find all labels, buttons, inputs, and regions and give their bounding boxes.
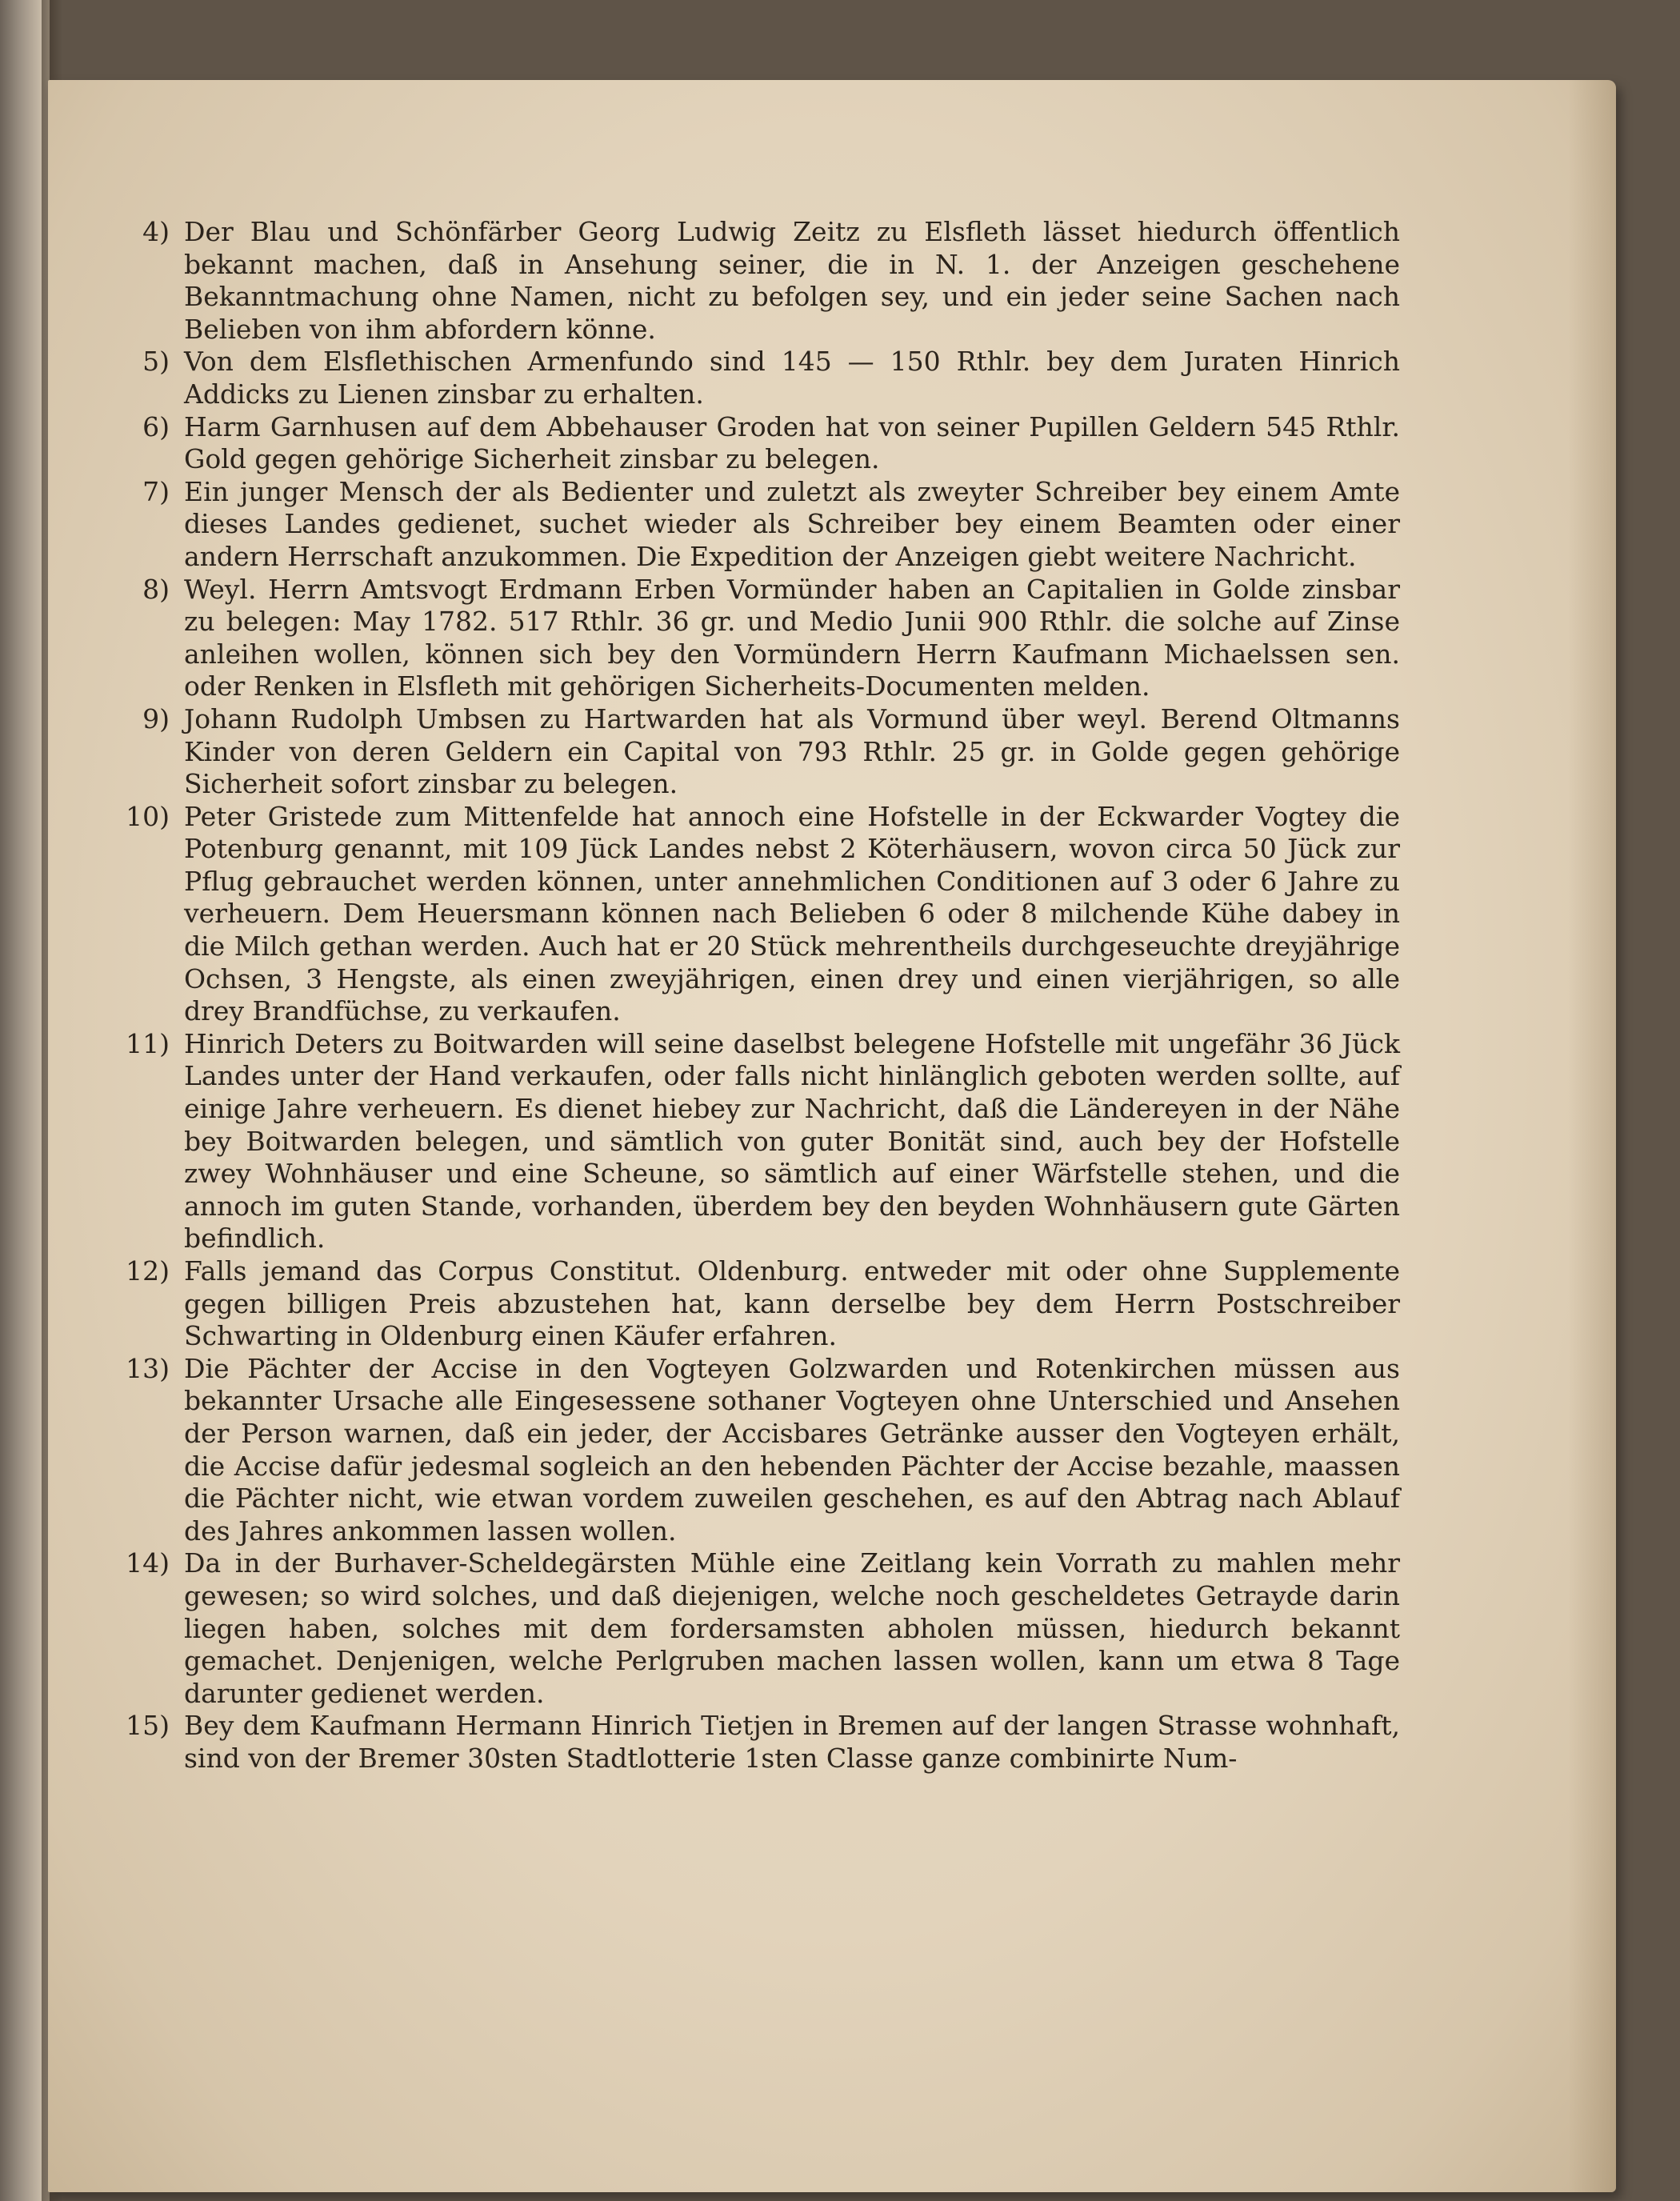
entry-7 — [142, 475, 1400, 574]
entry-number: 14) — [126, 1547, 170, 1579]
entry-text: Falls jemand das Corpus Constitut. Oldenburg. entweder mit oder ohne Supplemente gegen billigen Preis abzustehen hat, kann derselbe bey dem Herrn Postschreiber Schwarting in Oldenburg einen Käufer erfahren. — [184, 1255, 1400, 1352]
entry-number: 13) — [126, 1352, 170, 1384]
entry-4 — [142, 216, 1400, 346]
entry-number: 15) — [126, 1710, 170, 1742]
entry-text: Bey dem Kaufmann Hermann Hinrich Tietjen in Bremen auf der langen Strasse wohnhaft, sind von der Bremer 30sten Stadtlotterie 1sten Classe ganze combinirte Num- — [184, 1710, 1400, 1774]
entry-number: 10) — [126, 800, 170, 832]
entry-text: Peter Gristede zum Mittenfelde hat annoch eine Hofstelle in der Eckwarder Vogtey die Potenburg genannt, mit 109 Jück Landes nebst 2 Köterhäusern, wovon circa 50 Jück zur Pflug gebrauchet werden können, unter annehmlichen Conditionen auf 3 oder 6 Jahre zu verheuern. Dem Heuersmann können nach Belieben 6 oder 8 milchende Kühe dabey in die Milch gethan werden. Auch hat er 20 Stück mehrentheils durchgeseuchte dreyjährige Ochsen, 3 Hengste, als einen zweyjährigen, einen drey und einen vierjährigen, so alle drey Brandfüchse, zu verkaufen. — [184, 800, 1400, 1027]
entry-text: Harm Garnhusen auf dem Abbehauser Groden hat von seiner Pupillen Geldern 545 Rthlr. Gold gegen gehörige Sicherheit zinsbar zu belegen. — [184, 410, 1400, 475]
entry-text: Die Pächter der Accise in den Vogteyen Golzwarden und Rotenkirchen müssen aus bekannter Ursache alle Eingesessene sothaner Vogteyen ohne Unterschied und Ansehen der Person warnen, daß ein jeder, der Accisbares Getränke ausser den Vogteyen erhält, die Accise dafür jedesmal sogleich an den hebenden Pächter der Accise bezahle, maassen die Pächter nicht, wie etwan vordem zuweilen geschehen, es auf den Abtrag nach Ablauf des Jahres ankommen lassen wollen. — [184, 1352, 1400, 1547]
entry-number: 4) — [142, 216, 170, 247]
entry-number: 5) — [142, 346, 170, 378]
entry-number: 12) — [126, 1255, 170, 1287]
entry-number: 11) — [126, 1027, 170, 1059]
entry-12 — [126, 1255, 1400, 1353]
entry-9 — [142, 702, 1400, 801]
entry-14 — [126, 1547, 1400, 1710]
entry-10 — [126, 800, 1400, 1028]
entry-text: Ein junger Mensch der als Bedienter und zuletzt als zweyter Schreiber bey einem Amte dieses Landes gedienet, suchet wieder als Schreiber bey einem Beamten oder einer andern Herrschaft anzukommen. Die Expedition der Anzeigen giebt weitere Nachricht. — [184, 475, 1400, 572]
entry-text: Der Blau und Schönfärber Georg Ludwig Zeitz zu Elsfleth lässet hiedurch öffentlich bekannt machen, daß in Ansehung seiner, die in N. 1. der Anzeigen geschehene Bekanntmachung ohne Namen, nicht zu befolgen sey, und ein jeder seine Sachen nach Belieben von ihm abfordern könne. — [184, 216, 1400, 345]
entry-text: Hinrich Deters zu Boitwarden will seine daselbst belegene Hofstelle mit ungefähr 36 Jück Landes unter der Hand verkaufen, oder falls nicht hinlänglich geboten werden sollte, auf einige Jahre verheuern. Es dienet hiebey zur Nachricht, daß die Ländereyen in der Nähe bey Boitwarden belegen, und sämtlich von guter Bonität sind, auch bey der Hofstelle zwey Wohnhäuser und eine Scheune, so sämtlich auf einer Wärfstelle stehen, und die annoch im guten Stande, vorhanden, überdem bey den beyden Wohnhäusern gute Gärten befindlich. — [184, 1027, 1400, 1255]
entry-text: Weyl. Herrn Amtsvogt Erdmann Erben Vormünder haben an Capitalien in Golde zinsbar zu belegen: May 1782. 517 Rthlr. 36 gr. und Medio Junii 900 Rthlr. die solche auf Zinse anleihen wollen, können sich bey den Vormündern Herrn Kaufmann Michaelssen sen. oder Renken in Elsfleth mit gehörigen Sicherheits-Documenten melden. — [184, 573, 1400, 702]
entry-number: 8) — [142, 573, 170, 605]
entry-6 — [142, 410, 1400, 476]
entry-text: Johann Rudolph Umbsen zu Hartwarden hat als Vormund über weyl. Berend Oltmanns Kinder von deren Geldern ein Capital von 793 Rthlr. 25 gr. in Golde gegen gehörige Sicherheit sofort zinsbar zu belegen. — [184, 702, 1400, 800]
entry-number: 6) — [142, 410, 170, 442]
entry-11 — [126, 1027, 1400, 1255]
announcement-list — [126, 216, 1400, 1775]
entry-8 — [142, 573, 1400, 703]
entry-15 — [126, 1710, 1400, 1775]
entry-number: 9) — [142, 702, 170, 734]
entry-text: Von dem Elsflethischen Armenfundo sind 145 — 150 Rthlr. bey dem Juraten Hinrich Addicks zu Lienen zinsbar zu erhalten. — [184, 346, 1400, 410]
entry-number: 7) — [142, 475, 170, 507]
entry-5 — [142, 346, 1400, 410]
entry-13 — [126, 1352, 1400, 1548]
document-page — [48, 80, 1616, 2192]
entry-text: Da in der Burhaver-Scheldegärsten Mühle eine Zeitlang kein Vorrath zu mahlen mehr gewesen; so wird solches, und daß diejenigen, welche noch gescheldetes Getrayde darin liegen haben, solches mit dem fordersamsten abholen müssen, hiedurch bekannt gemachet. Denjenigen, welche Perlgruben machen lassen wollen, kann um etwa 8 Tage darunter gedienet werden. — [184, 1547, 1400, 1709]
